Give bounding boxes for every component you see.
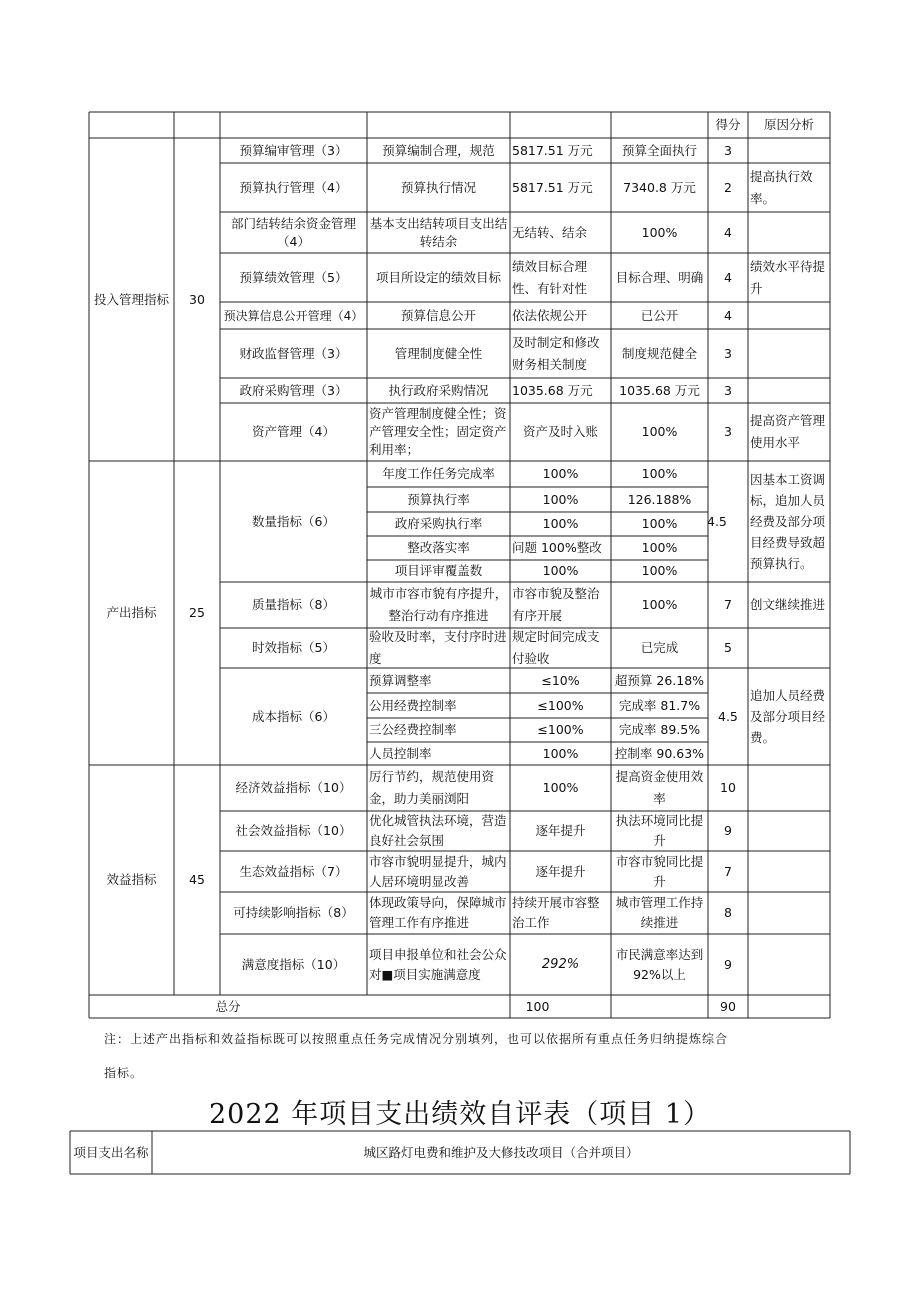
inv-reason bbox=[748, 138, 830, 163]
next-table-title: 2022 年项目支出绩效自评表（项目 1） bbox=[208, 1099, 712, 1130]
inv-actual: 100% bbox=[641, 424, 678, 439]
inv-desc: 预算执行情况 bbox=[400, 179, 476, 195]
ben-score: 9 bbox=[724, 823, 732, 838]
ben-score: 10 bbox=[720, 780, 736, 795]
cost-actual: 控制率 90.63% bbox=[614, 745, 705, 761]
inv-reason: 绩效水平待提升 bbox=[750, 258, 826, 296]
inv-score: 4 bbox=[724, 224, 732, 240]
category-output: 产出指标 bbox=[106, 605, 157, 620]
weight-investment: 30 bbox=[189, 291, 205, 307]
cost-target: 100% bbox=[542, 745, 579, 761]
timeliness-actual: 已完成 bbox=[640, 640, 679, 655]
inv-indicator: 财政监督管理（3） bbox=[239, 345, 348, 361]
total-weight: 100 bbox=[525, 998, 550, 1014]
quality-reason: 创文继续推进 bbox=[750, 597, 826, 612]
inv-score: 3 bbox=[724, 424, 732, 439]
project-name-value: 城区路灯电费和维护及大修技改项目（合并项目） bbox=[363, 1144, 639, 1160]
inv-actual: 目标合理、明确 bbox=[615, 269, 704, 285]
quantity-reason: 因基本工资调标，追加人员经费及部分项目经费导致超预算执行。 bbox=[750, 472, 826, 571]
quantity-desc: 项目评审覆盖数 bbox=[394, 563, 483, 578]
cost-desc: 公用经费控制率 bbox=[369, 697, 457, 713]
inv-target: 及时制定和修改财务相关制度 bbox=[512, 334, 600, 372]
cost-actual: 完成率 81.7% bbox=[618, 697, 701, 713]
ben-actual: 提高资金使用效率 bbox=[615, 769, 704, 806]
cost-desc: 预算调整率 bbox=[369, 672, 432, 688]
ben-target: 逐年提升 bbox=[535, 863, 586, 879]
ben-indicator: 可持续影响指标（8） bbox=[233, 905, 354, 920]
quantity-actual: 100% bbox=[641, 466, 678, 481]
inv-score: 4 bbox=[724, 269, 732, 285]
note-line-2: 指标。 bbox=[104, 1066, 144, 1080]
inv-actual: 100% bbox=[641, 224, 678, 240]
inv-score: 3 bbox=[724, 142, 732, 158]
reason-header: 原因分析 bbox=[763, 117, 814, 132]
ben-reason bbox=[748, 765, 830, 811]
ben-score: 8 bbox=[724, 905, 732, 920]
quality-indicator: 质量指标（8） bbox=[252, 597, 335, 612]
inv-desc: 资产管理制度健全性；资产管理安全性；固定资产利用率； bbox=[369, 406, 507, 457]
category-investment: 投入管理指标 bbox=[93, 291, 169, 307]
inv-indicator: 预决算信息公开管理（4） bbox=[223, 308, 364, 323]
weight-output: 25 bbox=[189, 605, 205, 620]
inv-target: 1035.68 万元 bbox=[512, 382, 593, 398]
quality-score: 7 bbox=[724, 597, 732, 612]
ben-actual: 市民满意率达到92%以上 bbox=[615, 946, 704, 982]
inv-reason: 提高资产管理使用水平 bbox=[750, 413, 826, 450]
inv-reason bbox=[748, 378, 830, 403]
inv-indicator: 资产管理（4） bbox=[252, 424, 335, 439]
inv-score: 3 bbox=[724, 382, 732, 398]
ben-desc: 项目申报单位和社会公众对■项目实施满意度 bbox=[369, 946, 507, 982]
quantity-indicator: 数量指标（6） bbox=[252, 513, 335, 529]
inv-desc: 执行政府采购情况 bbox=[388, 382, 489, 398]
ben-reason bbox=[748, 851, 830, 892]
quantity-desc: 年度工作任务完成率 bbox=[382, 466, 495, 481]
ben-target: 持续开展市容整治工作 bbox=[512, 895, 600, 930]
cost-desc: 三公经费控制率 bbox=[369, 722, 457, 737]
quality-desc: 城市市容市貌有序提升，整治行动有序推进 bbox=[369, 586, 508, 623]
inv-actual: 制度规范健全 bbox=[621, 345, 697, 361]
quantity-actual: 100% bbox=[641, 563, 678, 578]
cost-desc: 人员控制率 bbox=[369, 745, 432, 761]
quantity-target: 100% bbox=[542, 466, 579, 481]
timeliness-reason bbox=[748, 628, 830, 668]
inv-actual: 1035.68 万元 bbox=[619, 382, 700, 398]
ben-reason bbox=[748, 934, 830, 995]
inv-actual: 预算全面执行 bbox=[621, 142, 697, 158]
total-score: 90 bbox=[720, 998, 736, 1014]
category-benefit: 效益指标 bbox=[106, 872, 157, 887]
inv-desc: 预算编制合理，规范 bbox=[382, 142, 495, 158]
weight-benefit: 45 bbox=[189, 872, 205, 887]
inv-indicator: 预算绩效管理（5） bbox=[239, 269, 348, 285]
inv-target: 5817.51 万元 bbox=[512, 179, 593, 195]
quantity-actual: 100% bbox=[641, 516, 678, 531]
quantity-actual: 126.188% bbox=[627, 491, 692, 507]
inv-actual: 已公开 bbox=[640, 307, 679, 323]
inv-target: 依法依规公开 bbox=[512, 307, 588, 323]
cost-target: ≤100% bbox=[537, 697, 584, 713]
ben-target: 逐年提升 bbox=[535, 823, 586, 838]
inv-indicator: 政府采购管理（3） bbox=[239, 382, 348, 398]
cost-score: 4.5 bbox=[718, 708, 738, 724]
quantity-target: 100% bbox=[542, 563, 579, 578]
inv-score: 2 bbox=[724, 179, 732, 195]
inv-reason bbox=[748, 329, 830, 378]
quantity-target: 100% bbox=[542, 491, 579, 507]
ben-desc: 市容市貌明显提升，城内人居环境明显改善 bbox=[369, 853, 507, 889]
quality-actual: 100% bbox=[641, 597, 678, 612]
ben-indicator: 满意度指标（10） bbox=[241, 956, 346, 972]
timeliness-desc: 验收及时率，支付序时进度 bbox=[369, 629, 507, 666]
inv-desc: 基本支出结转项目支出结转结余 bbox=[369, 215, 508, 249]
inv-reason bbox=[748, 302, 830, 329]
ben-score: 7 bbox=[724, 863, 732, 879]
timeliness-target: 规定时间完成支付验收 bbox=[512, 629, 600, 666]
ben-target: 292% bbox=[541, 956, 580, 972]
ben-score: 9 bbox=[724, 956, 732, 972]
ben-desc: 优化城管执法环境，营造良好社会氛围 bbox=[369, 813, 507, 848]
inv-desc: 预算信息公开 bbox=[400, 307, 476, 323]
inv-desc: 项目所设定的绩效目标 bbox=[375, 269, 501, 285]
ben-actual: 市容市貌同比提升 bbox=[615, 853, 704, 889]
total-label: 总分 bbox=[215, 998, 241, 1014]
inv-score: 4 bbox=[724, 307, 732, 323]
quantity-desc: 预算执行率 bbox=[407, 491, 470, 507]
inv-target: 资产及时入账 bbox=[522, 424, 598, 439]
inv-desc: 管理制度健全性 bbox=[394, 345, 483, 361]
inv-reason: 提高执行效率。 bbox=[750, 168, 813, 206]
ben-indicator: 经济效益指标（10） bbox=[235, 780, 352, 795]
cost-target: ≤10% bbox=[541, 672, 580, 688]
inv-score: 3 bbox=[724, 345, 732, 361]
project-name-label: 项目支出名称 bbox=[73, 1145, 149, 1160]
inv-target: 5817.51 万元 bbox=[512, 142, 593, 158]
inv-actual: 7340.8 万元 bbox=[623, 179, 696, 195]
quantity-actual: 100% bbox=[641, 540, 678, 555]
ben-actual: 城市管理工作持续推进 bbox=[615, 895, 704, 930]
timeliness-indicator: 时效指标（5） bbox=[252, 640, 335, 655]
ben-reason bbox=[748, 892, 830, 934]
cost-actual: 完成率 89.5% bbox=[618, 722, 701, 737]
inv-target: 绩效目标合理性、有针对性 bbox=[512, 258, 588, 296]
inv-reason bbox=[748, 212, 830, 253]
quantity-target: 问题 100%整改 bbox=[512, 540, 602, 555]
note-line-1: 注：上述产出指标和效益指标既可以按照重点任务完成情况分别填列，也可以依据所有重点任务归纳提炼综合 bbox=[104, 1032, 729, 1046]
quantity-desc: 政府采购执行率 bbox=[394, 516, 483, 531]
timeliness-score: 5 bbox=[724, 640, 732, 655]
cost-actual: 超预算 26.18% bbox=[614, 672, 705, 688]
cost-target: ≤100% bbox=[537, 722, 584, 737]
score-header: 得分 bbox=[715, 117, 741, 132]
inv-indicator: 部门结转结余资金管理（4） bbox=[230, 215, 356, 249]
cost-reason: 追加人员经费及部分项目经费。 bbox=[750, 688, 826, 745]
ben-target: 100% bbox=[542, 780, 579, 795]
cost-indicator: 成本指标（6） bbox=[252, 708, 335, 724]
ben-actual: 执法环境同比提升 bbox=[615, 813, 704, 848]
inv-indicator: 预算执行管理（4） bbox=[239, 179, 348, 195]
ben-indicator: 社会效益指标（10） bbox=[235, 823, 352, 838]
ben-desc: 体现政策导向，保障城市管理工作有序推进 bbox=[369, 895, 507, 930]
inv-indicator: 预算编审管理（3） bbox=[239, 142, 348, 158]
inv-target: 无结转、结余 bbox=[512, 224, 588, 240]
ben-indicator: 生态效益指标（7） bbox=[239, 863, 348, 879]
ben-desc: 厉行节约，规范使用资金，助力美丽浏阳 bbox=[369, 769, 495, 806]
ben-reason bbox=[748, 811, 830, 851]
quantity-desc: 整改落实率 bbox=[407, 540, 470, 555]
quantity-target: 100% bbox=[542, 516, 579, 531]
quantity-score: 4.5 bbox=[707, 513, 727, 529]
quality-target: 市容市貌及整治有序开展 bbox=[512, 586, 600, 623]
